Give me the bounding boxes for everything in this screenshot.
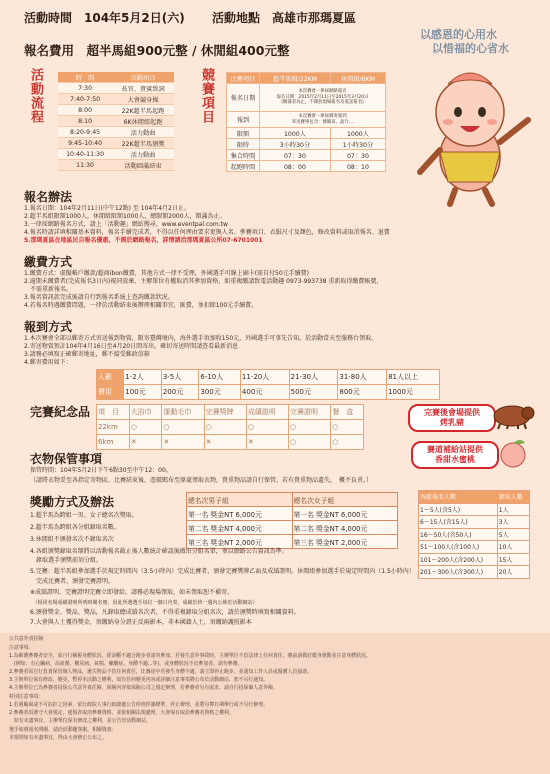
footer-notes bbox=[0, 633, 550, 774]
flow-time: 8:20-9:45 bbox=[58, 127, 112, 138]
table-row bbox=[58, 94, 174, 105]
prize-cell: 第二名 獎金NT 4,000元 bbox=[187, 521, 293, 535]
table-row bbox=[58, 116, 174, 127]
souvenir-header: 成績證明 bbox=[246, 405, 288, 420]
flow-item: 長官、貴賓致詞 bbox=[112, 83, 174, 94]
prize-cell: 第三名 獎金NT 2,000元 bbox=[292, 535, 398, 549]
footer-line: 如有未盡事宜，主辦單位保有修改之權利，並公告於活動網站。 bbox=[9, 718, 151, 724]
souvenir-mark: ✕ bbox=[204, 435, 246, 450]
awards-line: 7.大會與人士獲得獎金，須繳納身分證正反兩影本，非本國籍人士，須繳納護照影本 bbox=[30, 619, 252, 626]
comp-cell: 08：00 bbox=[260, 161, 331, 172]
souvenir-header: 完賽證明 bbox=[289, 405, 331, 420]
payment-line: 2.逾期未繳費者(完成報名3日內)視同放棄，主辦單位有權取消其參加資格，如重複繳請致電活動趣 0973-993738 重新取得繳費帳號， bbox=[24, 278, 383, 285]
quota-count: 3人 bbox=[497, 516, 529, 529]
footer-line: 注意事項： bbox=[9, 645, 34, 651]
footer-line: 3.主辦單位保有修改、變更、暫停本活動之權利，如有任何變更內容或詳細注意事項將公布於活動網站，恕不另行通知。 bbox=[9, 677, 268, 683]
awards-line: 完成比賽者，頒發完賽證明。 bbox=[30, 578, 115, 585]
event-time: 活動時間 104年5月2日(六) bbox=[24, 11, 185, 25]
payment-line: 不需重新報名。 bbox=[24, 286, 73, 293]
fee-row-label: 人數 bbox=[97, 370, 124, 385]
quota-header: 錄取人數 bbox=[497, 491, 529, 504]
fee-count: 1-2人 bbox=[124, 370, 162, 385]
registration-line: 2.超半馬組限額1000人，休閒組限額1000人，總限額2000人，額滿為止。 bbox=[24, 213, 226, 220]
checkin-title: 報到方式 bbox=[24, 320, 73, 334]
souvenir-mark: ○ bbox=[331, 435, 364, 450]
flow-time: 7:40-7:50 bbox=[58, 94, 112, 105]
souvenir-header: 大浴巾 bbox=[129, 405, 162, 420]
footer-line: 公共意外責任險 bbox=[9, 636, 44, 642]
flow-time: 8:00 bbox=[58, 105, 112, 116]
shipping-fee-table bbox=[96, 369, 440, 400]
flow-time: 8:10 bbox=[58, 116, 112, 127]
footer-line: (例如：有心臟病、高血壓、糖尿病、氣喘、癲癇症、身體不適...等)，或身體狀況不宜參加者，請勿參賽。 bbox=[9, 661, 243, 667]
footer-line: 特別注意事項： bbox=[9, 694, 44, 700]
comp-cell: 1000人 bbox=[260, 128, 331, 139]
flow-item: 22K超半馬起跑 bbox=[112, 105, 174, 116]
checkin-line: 1.本次賽會全部以郵寄方式寄送報到物資，限寄臺灣境內，海外選手須加收150元，外國選手可事先告知，於活動當天至服務台領取。 bbox=[24, 335, 378, 342]
comp-vertical-title: 競賽項目 bbox=[199, 68, 214, 124]
footer-line: 2.參賽者須遵守大會規定，違規者取消參賽資格，並依相關法規處理，大會保有取消參賽者資格之權利。 bbox=[9, 710, 234, 716]
group-quota-table bbox=[418, 490, 530, 579]
registration-title: 報名辦法 bbox=[24, 190, 73, 204]
flow-time: 9:45-10:40 bbox=[58, 138, 112, 149]
quota-count: 15人 bbox=[497, 553, 529, 566]
comp-cell: 3小時30分 bbox=[260, 139, 331, 150]
comp-header: 超半馬組/22KM bbox=[260, 73, 331, 84]
quota-range: 16～50人(含50人) bbox=[419, 528, 498, 541]
quota-count: 5人 bbox=[497, 528, 529, 541]
comp-row-label: 報到 bbox=[227, 112, 260, 128]
footer-line: 2.參賽者需自行負責保管個人物品，遺失物品不負任何責任，比賽途中若發生身體不適，請立即停止跑步，並通知工作人員或醫護人員協助。 bbox=[9, 669, 312, 675]
comp-cell: 07：30 bbox=[330, 150, 385, 161]
souvenir-mark: ✕ bbox=[162, 435, 204, 450]
quota-range: 201～300人(含300人) bbox=[419, 566, 498, 579]
fee-count: 6-10人 bbox=[199, 370, 241, 385]
awards-line: 4.各組頒獎錄取名額將以活動報名截止後人數統計確認後做出分組名單，並以網路公告資訊為準。 bbox=[30, 548, 288, 555]
payment-line: 1.繳費方式：虛擬帳戶繳款/超商ibon繳費，其他方式一律不受理，外國選手可線上刷卡(需自付50元手續費) bbox=[24, 270, 310, 277]
awards-line: ※成績證明、完賽證明完賽立即發給，請務必現場領取，如未領取恕不補寄。 bbox=[30, 589, 234, 596]
table-row bbox=[58, 160, 174, 171]
fee-value: 300元 bbox=[199, 385, 241, 400]
roast-pig-bubble: 完賽後會場提供 烤乳豬 bbox=[408, 404, 496, 432]
quota-range: 1～5人(含5人) bbox=[419, 503, 498, 516]
fee-value: 800元 bbox=[338, 385, 387, 400]
quota-count: 10人 bbox=[497, 541, 529, 554]
souvenir-mark: ○ bbox=[162, 420, 204, 435]
slogan-line-2: 以惜福的心省水 bbox=[432, 42, 509, 55]
awards-title: 獎勵方式及辦法 bbox=[30, 495, 115, 509]
flow-time: 10:40-11:30 bbox=[58, 149, 112, 160]
prize-cell: 第一名 獎金NT 6,000元 bbox=[187, 507, 293, 521]
payment-line: 3.報名資訊款完成後請自行到報名系統上查詢繳款狀況。 bbox=[24, 294, 174, 301]
awards-line: （相同名場成績證明所列時間名冊，因此所選選手每位一個只舟奏，成績於終一週內公佈於活動網站） bbox=[30, 600, 258, 606]
souvenir-mark: ✕ bbox=[246, 435, 288, 450]
fee-count: 81人以上 bbox=[387, 370, 440, 385]
souvenir-mark: ○ bbox=[289, 420, 331, 435]
table-row bbox=[58, 105, 174, 116]
flow-item: 22K超半馬頒獎 bbox=[112, 138, 174, 149]
fee-row-label: 費用 bbox=[97, 385, 124, 400]
table-row bbox=[58, 127, 174, 138]
flow-item: 6K休閒組起跑 bbox=[112, 116, 174, 127]
flow-header-item: 活動項目 bbox=[112, 72, 174, 83]
comp-header: 比賽項目 bbox=[227, 73, 260, 84]
footer-line: 選手如遇報名問題，請洽活動趣客服，相關資訊： bbox=[9, 727, 117, 733]
souvenir-mark: ○ bbox=[204, 420, 246, 435]
flow-time: 11:30 bbox=[58, 160, 112, 171]
fee-count: 3-5人 bbox=[161, 370, 199, 385]
fee-value: 1000元 bbox=[387, 385, 440, 400]
comp-cell: 08：10 bbox=[330, 161, 385, 172]
awards-line: 5.完賽：超半馬組參加選手於規定時間內（3.5小時內）完成比賽者，頒發完賽獎牌乙面及成績證明。休閒組參加選手於規定時間內（1.5小時內） bbox=[30, 568, 415, 575]
flow-vertical-title: 活動流程 bbox=[28, 68, 43, 124]
souvenir-header: 項 目 bbox=[97, 405, 130, 420]
comp-cell: 07：30 bbox=[260, 150, 331, 161]
fee-count: 31-80人 bbox=[338, 370, 387, 385]
footer-line: 本規則如有未盡事宜，得由大會修正公布之。 bbox=[9, 735, 107, 741]
quota-range: 101～200人(含200人) bbox=[419, 553, 498, 566]
comp-checkin: 本次賽會一律採郵寄報到 寄送賽事包含：號碼布、晶片… bbox=[260, 112, 386, 128]
registration-line: 4.報名時請詳填相關基本資料，報名手續完成者，不得以任何理由要求更換人名、參賽項目、衣服尺寸及顏色，修改資料或取消報名、退費 bbox=[24, 229, 390, 236]
fee-value: 500元 bbox=[289, 385, 338, 400]
fee-value: 200元 bbox=[161, 385, 199, 400]
checkin-line: 2.寄送物資預計104年4月16日至4月20日間寄出，確切寄送時間請查看最新消息 bbox=[24, 343, 239, 350]
souvenir-row-label: 22km bbox=[97, 420, 130, 435]
clothing-line: 保管時間：104年5月2日下午6點30至中午12：00。 bbox=[30, 467, 172, 474]
awards-line: 1.超半馬為跨組一男、女子總名次獎取。 bbox=[30, 512, 138, 519]
peach-bubble: 賽道補給站提供 香甜水蜜桃 bbox=[411, 441, 499, 469]
flow-item: 大會競身操 bbox=[112, 94, 174, 105]
competition-table bbox=[226, 72, 386, 172]
souvenir-header: 運動毛巾 bbox=[162, 405, 204, 420]
comp-header: 休閒組/6KM bbox=[330, 73, 385, 84]
awards-line: 3.休閒組不頒發名次不錄取名次 bbox=[30, 536, 114, 543]
footer-line: 1.若遇颱風或不可抗拒之因素，依行政院人事行政總處公告停班停課標準，停止辦理，並將另擇日期舉行或不另行辦理。 bbox=[9, 702, 268, 708]
peach-icon bbox=[495, 437, 531, 469]
comp-cell: 1000人 bbox=[330, 128, 385, 139]
comp-row-label: 限時 bbox=[227, 139, 260, 150]
comp-row-label: 起跑時間 bbox=[227, 161, 260, 172]
prize-cell: 第二名 獎金NT 4,000元 bbox=[292, 521, 398, 535]
prize-header: 總名次男子組 bbox=[187, 493, 293, 507]
fee-value: 100元 bbox=[124, 385, 162, 400]
payment-title: 繳費方式 bbox=[24, 255, 73, 269]
comp-row-label: 報名日期 bbox=[227, 84, 260, 112]
quota-header: 各組報名人數 bbox=[419, 491, 498, 504]
comp-row-label: 集合時間 bbox=[227, 150, 260, 161]
flow-item: 活力動曲 bbox=[112, 149, 174, 160]
fee-value: 400元 bbox=[240, 385, 289, 400]
souvenir-header: 餐 盒 bbox=[331, 405, 364, 420]
awards-line: 6.頒發獎金、獎品、獎品，凡錄取總成績名次者，不得重複錄取分組名次，請於頒獎時填寫相關資料。 bbox=[30, 609, 300, 616]
clothing-title: 衣物保管事項 bbox=[30, 452, 103, 466]
flow-header-time: 時 間 bbox=[58, 72, 112, 83]
quota-range: 51～100人(含100人) bbox=[419, 541, 498, 554]
prize-header: 總名次女子組 bbox=[292, 493, 398, 507]
souvenir-mark: ○ bbox=[289, 435, 331, 450]
overall-prize-table bbox=[186, 492, 398, 549]
footer-line: 4.主辦單位已為參賽者投保公共意外責任險，保險內容依保險公司之規定辦理，若參賽者另有需求，請自行投保個人意外險。 bbox=[9, 685, 278, 691]
mascot-peach-illustration bbox=[400, 62, 540, 207]
flow-time: 7:30 bbox=[58, 83, 112, 94]
souvenir-table bbox=[96, 404, 364, 450]
checkin-line: 4.郵寄費用如下： bbox=[24, 359, 72, 366]
souvenir-mark: ✕ bbox=[129, 435, 162, 450]
quota-range: 6～15人(含15人) bbox=[419, 516, 498, 529]
fee-count: 11-20人 bbox=[240, 370, 289, 385]
table-row bbox=[58, 83, 174, 94]
footer-line: 1.為維護參賽者安全，需自行檢視身體狀況，經診斷不適合跑步者請勿參加，若發生意外事故時，主辦單位不負法律上任何責任，賽前請做好暖身運動並注意身體狀況。 bbox=[9, 653, 371, 659]
event-fee: 報名費用 超半馬組900元整 / 休閒組400元整 bbox=[24, 43, 290, 58]
registration-line: 1.報名日期：104年2月11日(中午12點) 至 104年4月2日止。 bbox=[24, 205, 190, 212]
roast-pig-icon bbox=[490, 400, 536, 430]
prize-cell: 第一名 獎金NT 6,000元 bbox=[292, 507, 398, 521]
slogan-line-1: 以感恩的心用水 bbox=[420, 28, 497, 41]
souvenir-mark: ○ bbox=[246, 420, 288, 435]
souvenir-mark: ○ bbox=[331, 420, 364, 435]
quota-count: 20人 bbox=[497, 566, 529, 579]
comp-row-label: 限額 bbox=[227, 128, 260, 139]
event-place: 活動地點 高雄市那瑪夏區 bbox=[212, 11, 357, 25]
table-row bbox=[58, 138, 174, 149]
registration-line-highlight: 5.那瑪夏區在地區民自報名優惠，不需於網路報名，詳情請洽那瑪夏區公所07-6701001 bbox=[24, 237, 263, 244]
registration-line: 3.一律採網路報名方式，請上「活動趣」網站搜尋，www.eventpal.com.tw bbox=[24, 221, 228, 228]
souvenir-header: 完賽獎牌 bbox=[204, 405, 246, 420]
checkin-line: 3.請務必填寫正確郵寄地址，郵不接受郵政信箱 bbox=[24, 351, 150, 358]
fee-count: 21-30人 bbox=[289, 370, 338, 385]
quota-count: 1人 bbox=[497, 503, 529, 516]
awards-line: 錄取選手頒獎前須分組。 bbox=[30, 557, 103, 564]
payment-line: 4.若報名時遇繳費問題，一律於活動結束後辦理相關事宜，匯費，並扣除100元手續費。 bbox=[24, 302, 258, 309]
comp-reg-date: 本次賽會一律採網路報名 報名日期：2015年2月11日至2015年3月20日 (額滿者為止，不開放現場報名及電話報名) bbox=[260, 84, 386, 112]
flow-item: 活力動曲 bbox=[112, 127, 174, 138]
flow-table bbox=[58, 72, 174, 171]
table-row bbox=[58, 149, 174, 160]
souvenir-title: 完賽紀念品 bbox=[30, 405, 91, 419]
comp-cell: 1小時30分 bbox=[330, 139, 385, 150]
prize-cell: 第三名 獎金NT 2,000元 bbox=[187, 535, 293, 549]
flow-item: 活動圓滿結束 bbox=[112, 160, 174, 171]
awards-line: 2.超半馬為跨組各分組錄取名數。 bbox=[30, 524, 120, 531]
souvenir-mark: ○ bbox=[129, 420, 162, 435]
souvenir-row-label: 6km bbox=[97, 435, 130, 450]
clothing-line: （請將衣物妥至各指定寄物區，比賽結束後，憑號碼布至原處領取衣物，貴重物品請自行保管，若有貴重物品遺失， 概不負責。） bbox=[30, 477, 373, 484]
